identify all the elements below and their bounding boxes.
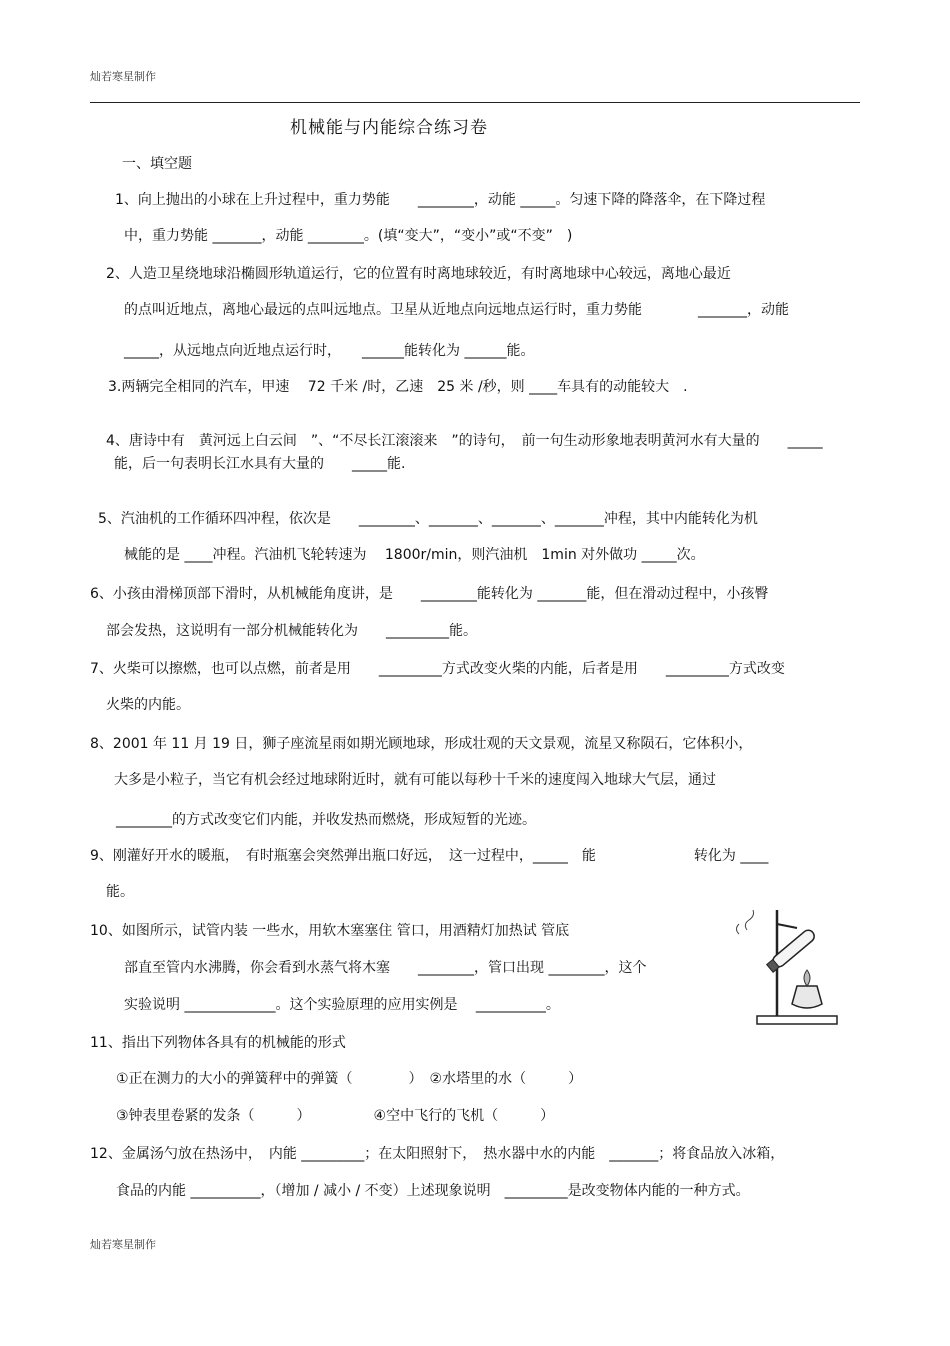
footer-maker: 灿若寒星制作	[90, 1238, 156, 1251]
question-8-line-2: 大多是小粒子，当它有机会经过地球附近时，就有可能以每秒十千米的速度闯入地球大气层，通过	[114, 772, 716, 788]
test-tube	[766, 928, 817, 973]
question-11-items-1: ①正在测力的大小的弹簧秤中的弹簧（ ） ②水塔里的水（ ）	[116, 1071, 583, 1087]
header-rule	[90, 102, 860, 103]
section-heading: 一、填空题	[122, 156, 192, 172]
header-maker: 灿若寒星制作	[90, 70, 156, 83]
page-title: 机械能与内能综合练习卷	[290, 118, 488, 138]
steam-wisp	[745, 910, 753, 930]
clamp-arm	[777, 924, 797, 928]
question-5-line-1: 5、汽油机的工作循环四冲程，依次是 ________、_______、_______、_______冲程，其中内能转化为机	[98, 511, 758, 527]
question-12-line-1: 12、金属汤勺放在热汤中， 内能 _________；在太阳照射下， 热水器中水的内能 _______；将食品放入冰箱，	[90, 1146, 785, 1162]
question-1-line-1: 1、向上抛出的小球在上升过程中，重力势能 ________，动能 _____。匀速下降的降落伞，在下降过程	[115, 192, 766, 208]
question-7-line-2: 火柴的内能。	[106, 697, 190, 713]
question-11: 11、指出下列物体各具有的机械能的形式	[90, 1035, 346, 1051]
question-11-items-2: ③钟表里卷紧的发条（ ） ④空中飞行的飞机（ ）	[116, 1108, 555, 1124]
question-12-line-2: 食品的内能 __________，（增加 / 减小 / 不变）上述现象说明 _________是改变物体内能的一种方式。	[116, 1183, 750, 1199]
question-1-line-2: 中，重力势能 _______，动能 ________。(填“变大”，“变小”或“不变” )	[124, 228, 573, 244]
question-9-line-1: 9、刚灌好开水的暖瓶， 有时瓶塞会突然弹出瓶口好远， 这一过程中，_____ 能 转化为 ____	[90, 848, 769, 864]
stand-base	[757, 1016, 837, 1024]
question-5-line-2: 械能的是 ____冲程。汽油机飞轮转速为 1800r/min，则汽油机 1min 对外做功 _____次。	[124, 547, 705, 563]
question-2-line-1: 2、人造卫星绕地球沿椭圆形轨道运行，它的位置有时离地球较近，有时离地球中心较远，离地心最近	[106, 266, 731, 282]
question-2-line-3: _____，从远地点向近地点运行时， ______能转化为 ______能。	[124, 343, 535, 359]
test-tube-experiment-figure	[727, 904, 863, 1028]
question-8-line-3: ________的方式改变它们内能，并收发热而燃烧，形成短暂的光迹。	[116, 812, 536, 828]
question-10-line-3: 实验说明 _____________。这个实验原理的应用实例是 __________。	[124, 997, 560, 1013]
lamp-flame	[804, 970, 810, 986]
question-4-line-2: 能，后一句表明长江水具有大量的 _____能.	[114, 456, 406, 472]
question-10-line-2: 部直至管内水沸腾，你会看到水蒸气将木塞 ________，管口出现 ________，这个	[124, 960, 647, 976]
question-2-line-2: 的点叫近地点，离地心最远的点叫远地点。卫星从近地点向远地点运行时，重力势能 _______，动能	[124, 302, 789, 318]
question-8-line-1: 8、2001 年 11 月 19 日，狮子座流星雨如期光顾地球，形成壮观的天文景观，流星又称陨石，它体积小，	[90, 736, 753, 752]
question-9-line-2: 能。	[106, 884, 134, 900]
question-7-line-1: 7、火柴可以擦燃，也可以点燃，前者是用 _________方式改变火柴的内能，后者是用 _________方式改变	[90, 661, 785, 677]
steam-wisp-2	[737, 924, 740, 934]
question-3: 3.两辆完全相同的汽车，甲速 72 千米 /时，乙速 25 米 /秒，则 ____车具有的动能较大 .	[108, 379, 688, 395]
question-10-line-1: 10、如图所示，试管内装 一些水，用软木塞塞住 管口，用酒精灯加热试 管底	[90, 923, 570, 939]
question-6-line-2: 部会发热，这说明有一部分机械能转化为 _________能。	[106, 623, 477, 639]
question-6-line-1: 6、小孩由滑梯顶部下滑时，从机械能角度讲，是 ________能转化为 _______能，但在滑动过程中，小孩臀	[90, 586, 769, 602]
alcohol-lamp	[792, 986, 822, 1008]
question-4-line-1: 4、唐诗中有 黄河远上白云间 ”、“不尽长江滚滚来 ”的诗句， 前一句生动形象地表明黄河水有大量的 _____	[106, 433, 823, 449]
